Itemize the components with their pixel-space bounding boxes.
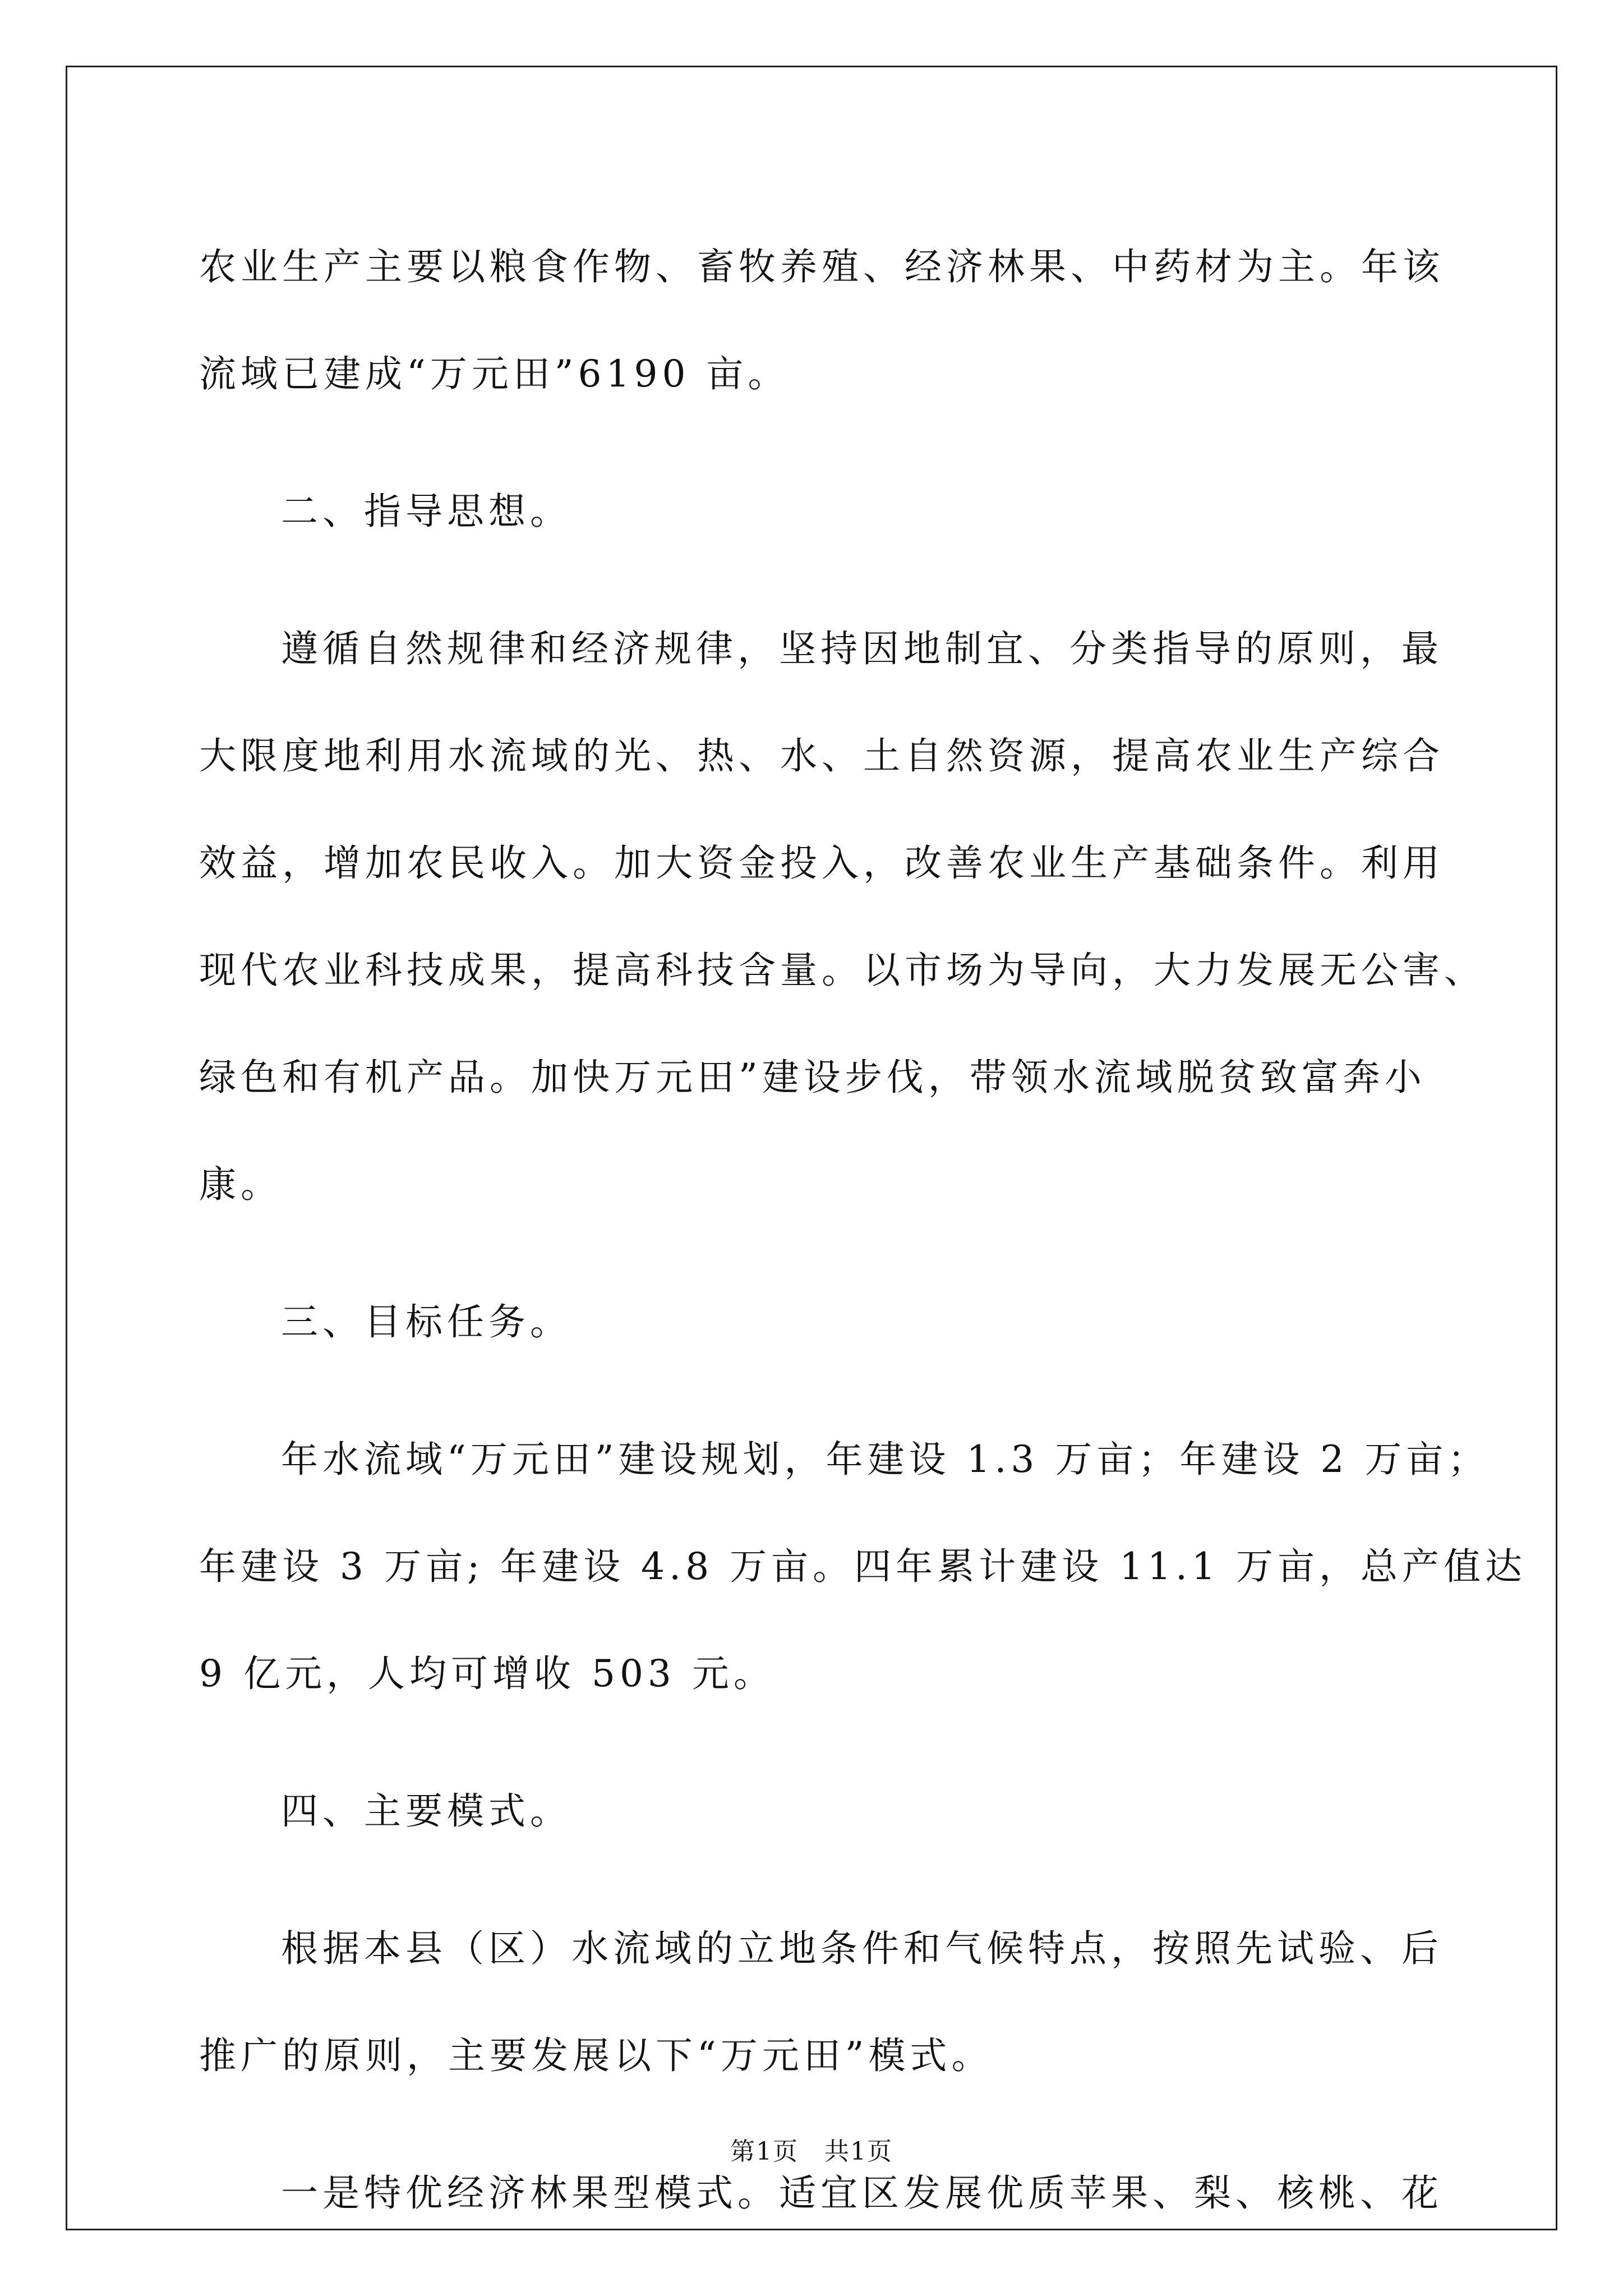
- text-line: 推广的原则，主要发展以下“万元田”模式。: [199, 2034, 993, 2077]
- text-line: 大限度地利用水流域的光、热、水、土自然资源，提高农业生产综合: [199, 734, 1444, 777]
- text-line: 遵循自然规律和经济规律，坚持因地制宜、分类指导的原则，最: [281, 627, 1443, 670]
- text-line: 现代农业科技成果，提高科技含量。以市场为导向，大力发展无公害、: [199, 949, 1486, 992]
- heading-main-modes: [199, 1757, 1427, 1865]
- page-number-footer: 第1页 共1页: [730, 2137, 893, 2166]
- text-line: 年建设 3 万亩; 年建设 4.8 万亩。四年累计建设 11.1 万亩，总产值达: [199, 1545, 1527, 1588]
- heading-guiding-ideology: [199, 458, 1427, 565]
- text-line: 农业生产主要以粮食作物、畜牧养殖、经济林果、中药材为主。年该: [199, 245, 1444, 288]
- text-line: 流域已建成“万元田”6190 亩。: [199, 352, 790, 395]
- text-line: 康。: [199, 1163, 282, 1206]
- section-heading: 二、指导思想。: [281, 490, 571, 533]
- document-body: [199, 213, 1527, 2277]
- paragraph-background: [199, 213, 1444, 427]
- section-heading: 四、主要模式。: [281, 1789, 571, 1833]
- paragraph-goals-tasks: [199, 1406, 1527, 1727]
- paragraph-main-modes: [199, 1895, 1443, 2109]
- text-line: 绿色和有机产品。加快万元田”建设步伐，带领水流域脱贫致富奔小: [199, 1056, 1426, 1099]
- paragraph-guiding-ideology: [199, 595, 1486, 1238]
- text-line: 根据本县（区）水流域的立地条件和气候特点，按照先试验、后: [281, 1927, 1443, 1970]
- text-line: 一是特优经济林果型模式。适宜区发展优质苹果、梨、核桃、花: [281, 2171, 1443, 2215]
- heading-goals-tasks: [199, 1268, 1427, 1375]
- text-line: 效益，增加农民收入。加大资金投入，改善农业生产基础条件。利用: [199, 841, 1444, 885]
- section-heading: 三、目标任务。: [281, 1300, 571, 1343]
- text-line: 年水流域“万元田”建设规划，年建设 1.3 万亩；年建设 2 万亩；: [281, 1438, 1490, 1481]
- text-line: 9 亿元，人均可增收 503 元。: [199, 1652, 775, 1695]
